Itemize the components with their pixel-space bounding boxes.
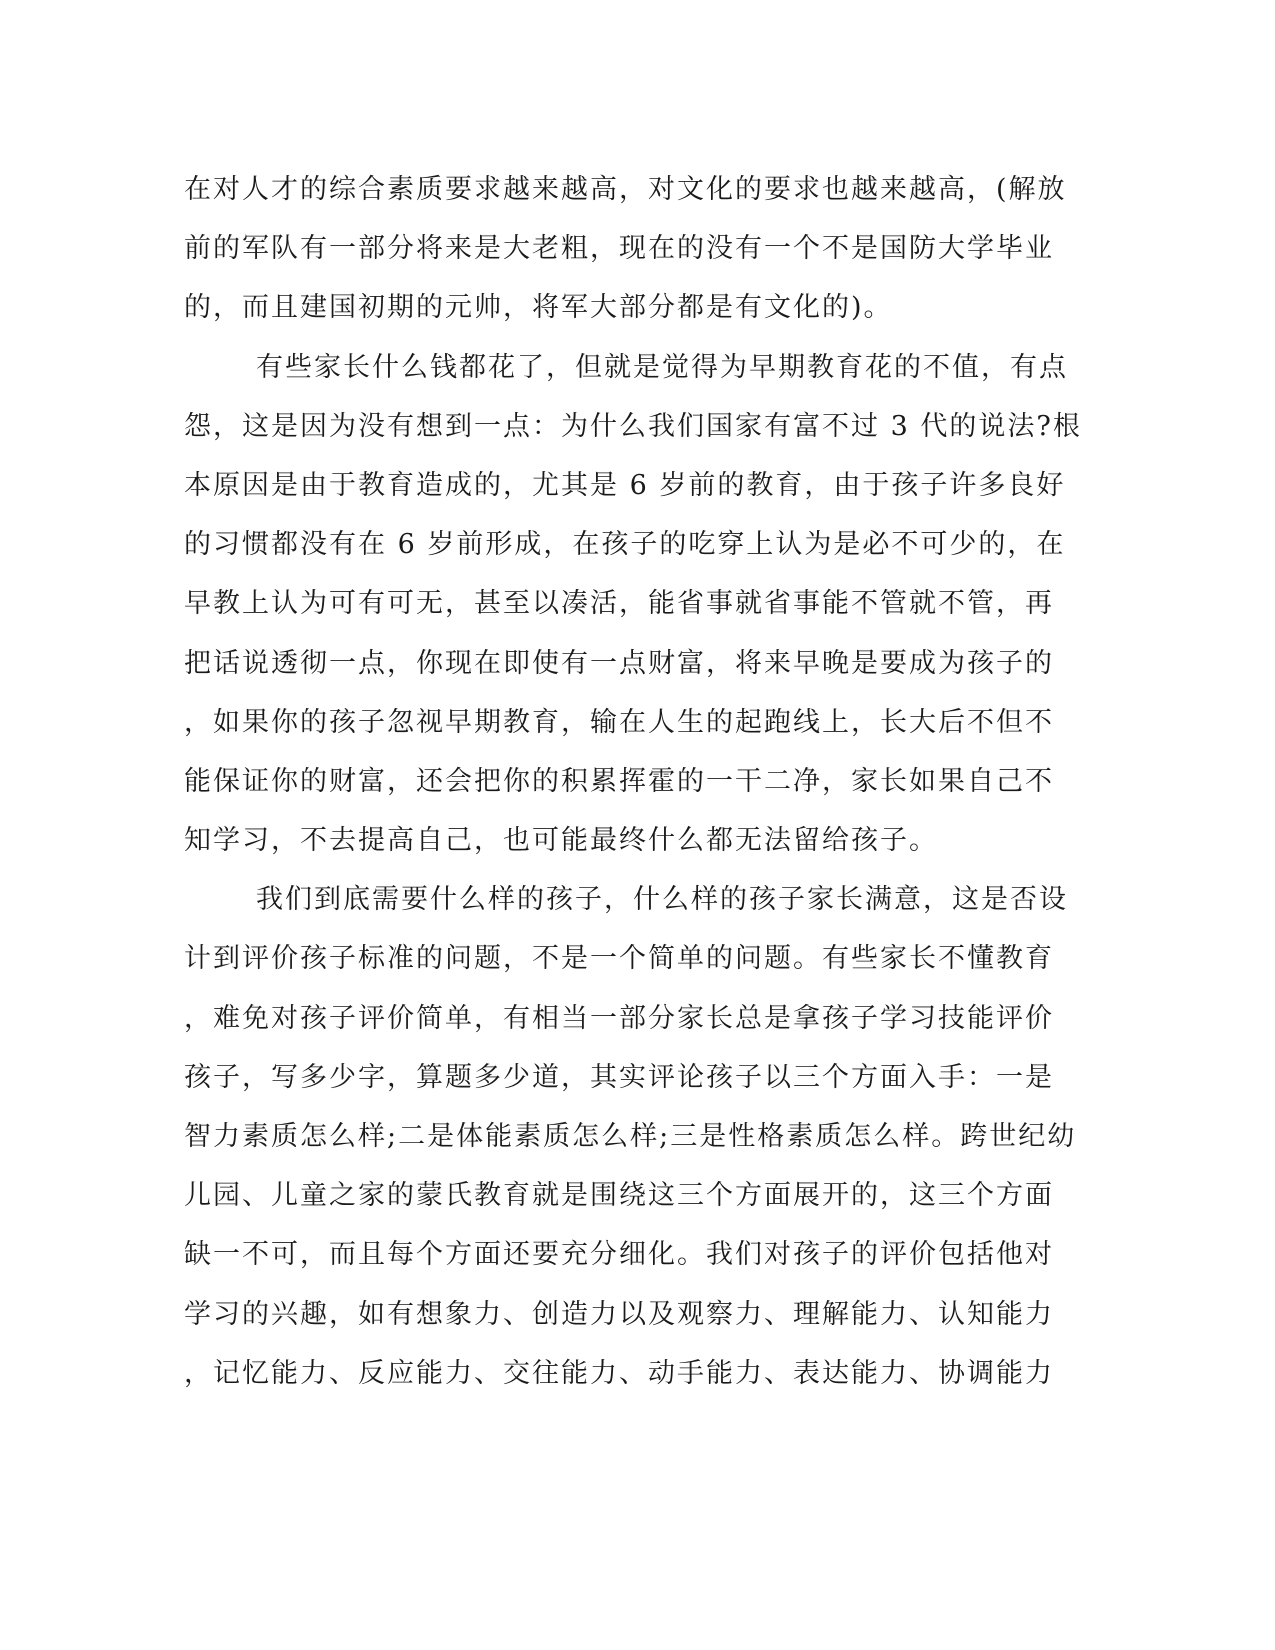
document-body — [184, 160, 1082, 1403]
text-line: 缺一不可，而且每个方面还要充分细化。我们对孩子的评价包括他对 — [184, 1239, 1054, 1271]
text-line: 知学习，不去提高自己，也可能最终什么都无法留给孩子。 — [184, 825, 938, 857]
text-line: 本原因是由于教育造成的，尤其是 6 岁前的教育，由于孩子许多良好 — [184, 469, 1066, 501]
paragraph-start-line: 有些家长什么钱都花了，但就是觉得为早期教育花的不值，有点 — [256, 351, 1068, 383]
text-line: 孩子，写多少字，算题多少道，其实评论孩子以三个方面入手：一是 — [184, 1061, 1054, 1093]
text-line: 的，而且建国初期的元帅，将军大部分都是有文化的)。 — [184, 292, 893, 324]
text-line: 把话说透彻一点，你现在即使有一点财富，将来早晚是要成为孩子的 — [184, 647, 1054, 679]
text-line: 早教上认为可有可无，甚至以凑活，能省事就省事能不管就不管，再 — [184, 588, 1054, 620]
paragraph-start-line: 我们到底需要什么样的孩子，什么样的孩子家长满意，这是否设 — [256, 884, 1068, 916]
text-line: 在对人才的综合素质要求越来越高，对文化的要求也越来越高，(解放 — [184, 174, 1067, 205]
text-line: ，如果你的孩子忽视早期教育，输在人生的起跑线上，长大后不但不 — [184, 706, 1054, 738]
text-line: ，记忆能力、反应能力、交往能力、动手能力、表达能力、协调能力 — [184, 1357, 1054, 1389]
text-line: 学习的兴趣，如有想象力、创造力以及观察力、理解能力、认知能力 — [184, 1298, 1054, 1330]
text-line: 怨，这是因为没有想到一点：为什么我们国家有富不过 3 代的说法?根 — [184, 410, 1082, 442]
text-line: ，难免对孩子评价简单，有相当一部分家长总是拿孩子学习技能评价 — [184, 1002, 1054, 1034]
text-line: 儿园、儿童之家的蒙氏教育就是围绕这三个方面展开的，这三个方面 — [184, 1180, 1054, 1212]
text-line: 智力素质怎么样;二是体能素质怎么样;三是性格素质怎么样。跨世纪幼 — [184, 1121, 1077, 1152]
text-line: 能保证你的财富，还会把你的积累挥霍的一干二净，家长如果自己不 — [184, 765, 1054, 797]
text-line: 计到评价孩子标准的问题，不是一个简单的问题。有些家长不懂教育 — [184, 943, 1054, 975]
text-line: 的习惯都没有在 6 岁前形成，在孩子的吃穿上认为是必不可少的，在 — [184, 529, 1066, 561]
text-line: 前的军队有一部分将来是大老粗，现在的没有一个不是国防大学毕业 — [184, 233, 1054, 265]
